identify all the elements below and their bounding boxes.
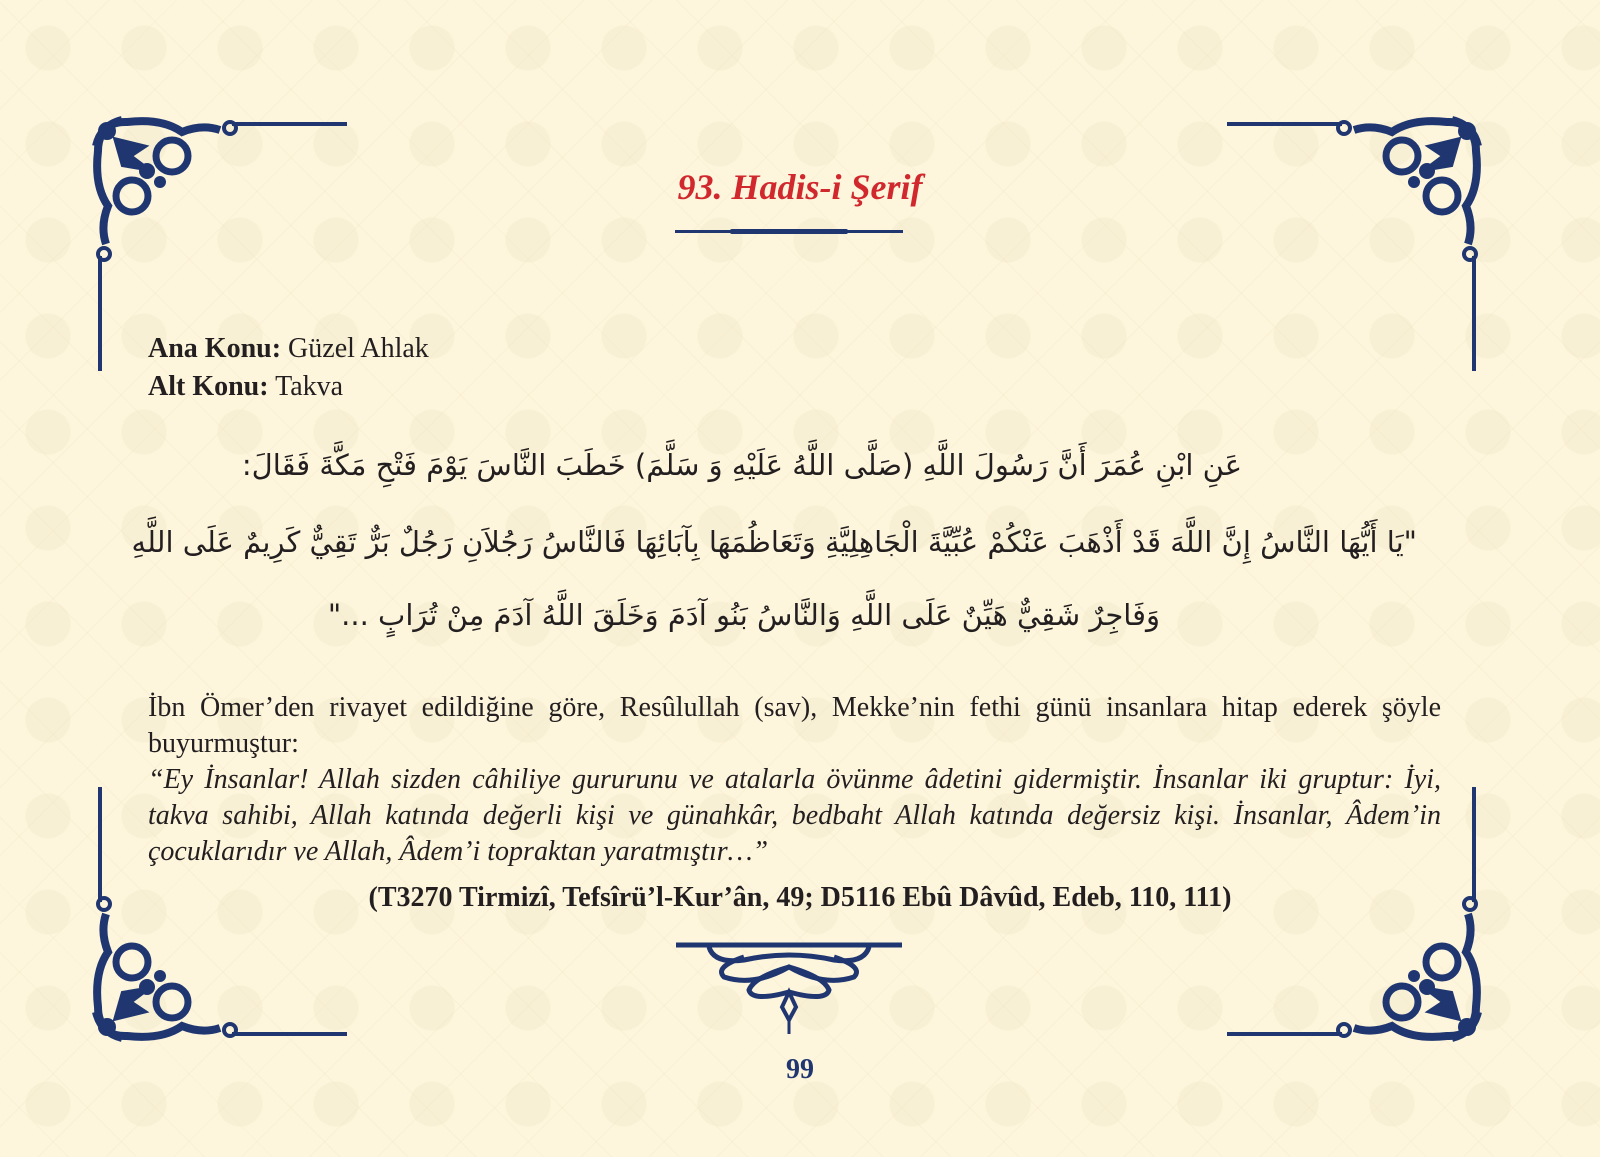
sub-topic-row bbox=[148, 368, 429, 406]
main-topic-row bbox=[148, 330, 429, 368]
arabic-line-1: عَنِ ابْنِ عُمَرَ أَنَّ رَسُولَ اللَّهِ (صَلَّى اللَّهُ عَلَيْهِ وَ سَلَّمَ) خَطَبَ النَّاسَ يَوْمَ فَتْحِ مَكَّةَ فَقَالَ: bbox=[241, 448, 1242, 482]
topic-meta bbox=[148, 330, 429, 406]
title-underline-divider bbox=[675, 230, 903, 233]
bottom-flourish-ornament-icon bbox=[674, 942, 904, 1042]
sub-topic-label: Alt Konu: bbox=[148, 371, 269, 402]
main-topic-label: Ana Konu: bbox=[148, 333, 282, 364]
sub-topic-value: Takva bbox=[275, 371, 344, 402]
translation-quote: “Ey İnsanlar! Allah sizden câhiliye gururunu ve atalarla övünme âdetini gidermiştir. İnsanlar iki gruptur: İyi, takva sahibi, Allah katında değerli kişi ve günahkâr, bedbaht Allah katında değersiz kişi. İnsanlar, Âdem’in çocuklarıdır ve Allah, Âdem’i topraktan yaratmıştır…” bbox=[148, 764, 1441, 867]
translation-block bbox=[148, 690, 1441, 870]
hadith-source-citation: (T3270 Tirmizî, Tefsîrü’l-Kur’ân, 49; D5116 Ebû Dâvûd, Edeb, 110, 111) bbox=[368, 882, 1232, 913]
translation-intro: İbn Ömer’den rivayet edildiğine göre, Resûlullah (sav), Mekke’nin fethi günü insanlara hitap ederek şöyle buyurmuştur: bbox=[148, 692, 1441, 759]
page-number: 99 bbox=[786, 1054, 814, 1085]
page-title: 93. Hadis-i Şerif bbox=[677, 167, 923, 207]
arabic-line-3: وَفَاجِرٌ شَقِيٌّ هَيِّنٌ عَلَى اللَّهِ وَالنَّاسُ بَنُو آدَمَ وَخَلَقَ اللَّهُ آدَمَ مِنْ تُرَابٍ ..." bbox=[327, 598, 1160, 632]
main-topic-value: Güzel Ahlak bbox=[288, 333, 429, 364]
arabic-line-2: "يَا أَيُّهَا النَّاسُ إِنَّ اللَّهَ قَدْ أَذْهَبَ عَنْكُمْ عُبِّيَّةَ الْجَاهِلِيَّةِ وَتَعَاظُمَهَا بِآبَائِهَا فَالنَّاسُ رَجُلاَنِ رَجُلٌ بَرٌّ تَقِيٌّ كَرِيمٌ عَلَى اللَّهِ bbox=[131, 525, 1417, 559]
corner-ornament-top-right-icon bbox=[1222, 116, 1482, 376]
